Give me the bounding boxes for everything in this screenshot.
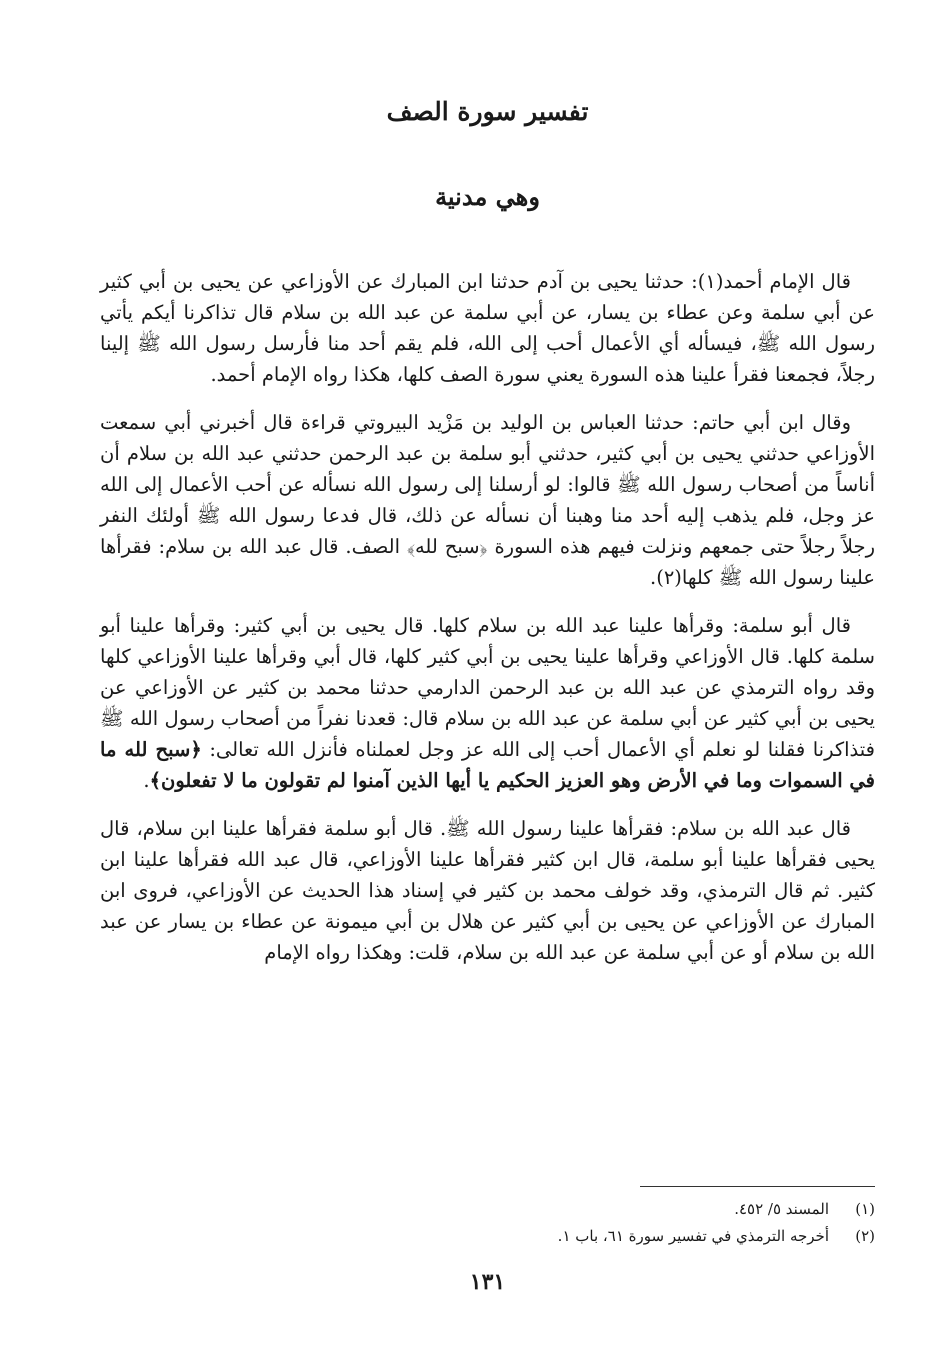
footnote-1	[100, 1196, 875, 1223]
surah-subtitle: وهي مدنية	[435, 182, 540, 211]
paragraph-3-tail: .	[143, 769, 150, 792]
footnote-1-number: (١)	[855, 1200, 875, 1218]
footnotes	[100, 1196, 875, 1250]
paragraph-4: قال عبد الله بن سلام: فقرأها علينا رسول الله ﷺ. قال أبو سلمة فقرأها علينا ابن سلام، قال يحيى فقرأها علينا أبو سلمة، قال ابن كثير فقرأها علينا الأوزاعي، قال عبد الله فقرأها علينا ابن كثير. ثم قال الترمذي، وقد خولف محمد بن كثير في إسناد هذا الحديث عن الأوزاعي، فروى ابن المبارك عن الأوزاعي عن يحيى بن أبي كثير عن هلال بن أبي ميمونة عن عطاء بن يسار عن عبد الله بن سلام أو عن أبي سلمة عن عبد الله بن سلام، قلت: وهكذا رواه الإمام	[100, 817, 875, 964]
footnote-1-text: المسند ٥/ ٤٥٢.	[734, 1200, 829, 1218]
paragraph-3-text: قال أبو سلمة: وقرأها علينا عبد الله بن سلام كلها. قال يحيى بن أبي كثير: وقرأها علينا أبو سلمة كلها. قال الأوزاعي وقرأها علينا يحيى بن أبي كثير كلها، قال أبي وقرأها علينا الأوزاعي كلها وقد رواه الترمذي عن عبد الله بن عبد الرحمن الدارمي حدثنا محمد بن كثير عن الأوزاعي عن يحيى بن أبي كثير عن أبي سلمة عن عبد الله بن سلام قال: قعدنا نفراً من أصحاب رسول الله ﷺ فتذاكرنا فقلنا لو نعلم أي الأعمال أحب إلى الله عز وجل لعملناه فأنزل الله تعالى:	[100, 614, 875, 761]
page-number: ١٣١	[469, 1269, 506, 1295]
body-text	[100, 266, 875, 985]
document-page	[100, 0, 875, 1369]
quran-verse: ﴿سبح لله ما في السموات وما في الأرض وهو العزيز الحكيم يا أيها الذين آمنوا لم تقولون ما لا تفعلون﴾	[100, 738, 875, 792]
paragraph-1: قال الإمام أحمد(١): حدثنا يحيى بن آدم حدثنا ابن المبارك عن الأوزاعي عن يحيى بن أبي كثير عن أبي سلمة وعن عطاء بن يسار، عن أبي سلمة عن عبد الله بن سلام قال تذاكرنا أيكم يأتي رسول الله ﷺ، فيسأله أي الأعمال أحب إلى الله، فلم يقم أحد منا فأرسل رسول الله ﷺ إلينا رجلاً، فجمعنا فقرأ علينا هذه السورة يعني سورة الصف كلها، هكذا رواه الإمام أحمد.	[100, 270, 875, 386]
paragraph-2: وقال ابن أبي حاتم: حدثنا العباس بن الوليد بن مَزْيد البيروتي قراءة قال أخبرني أبي سمعت الأوزاعي حدثني يحيى بن أبي كثير، حدثني أبو سلمة بن عبد الرحمن حدثني عبد الله بن سلام أن أناساً من أصحاب رسول الله ﷺ قالوا: لو أرسلنا إلى رسول الله نسأله عن أحب الأعمال إلى الله عز وجل، فلم يذهب إليه أحد منا وهبنا أن نسأله عن ذلك، قال فدعا رسول الله ﷺ أولئك النفر رجلاً رجلاً حتى جمعهم ونزلت فيهم هذه السورة ﴿سبح لله﴾ الصف. قال عبد الله بن سلام: فقرأها علينا رسول الله ﷺ كلها(٢).	[100, 411, 875, 589]
paragraph-3	[100, 610, 875, 796]
footnote-2-number: (٢)	[855, 1227, 875, 1245]
footnote-2-text: أخرجه الترمذي في تفسير سورة ٦١، باب ١.	[557, 1227, 829, 1245]
footnote-divider	[640, 1186, 875, 1187]
surah-title: تفسير سورة الصف	[386, 97, 589, 126]
footnote-2	[100, 1223, 875, 1250]
